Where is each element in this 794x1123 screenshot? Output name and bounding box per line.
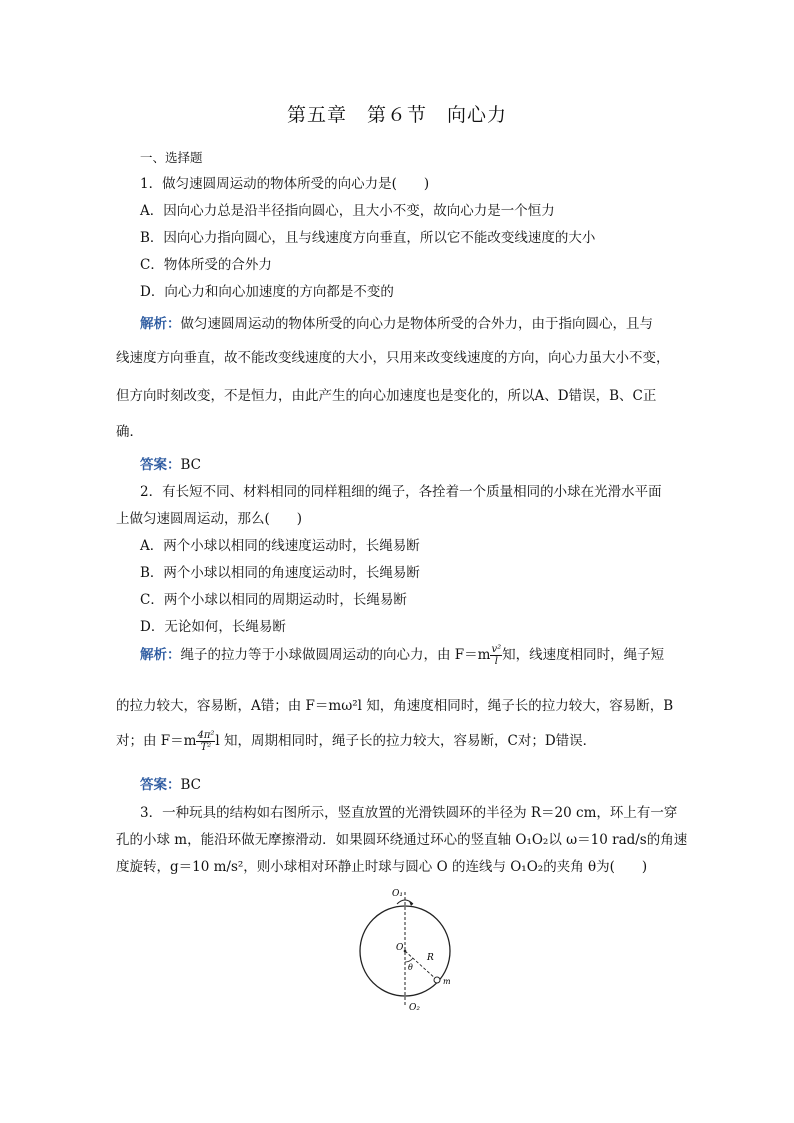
q1-analysis-line-4: 确． (116, 424, 143, 440)
angle-arc (405, 958, 413, 962)
ring-figure (352, 884, 462, 1014)
q2-option-d: D．无论如何，长绳易断 (140, 619, 286, 635)
label-r: R (427, 953, 434, 963)
label-theta: θ (408, 963, 413, 972)
q1-analysis-text-1: 做匀速圆周运动的物体所受的向心力是物体所受的合外力，由于指向圆心，且与 (180, 316, 653, 332)
q2-analysis-post: 知，线速度相同时，绳子短 (502, 647, 665, 663)
q2-stem-line-1: 2．有长短不同、材料相同的同样粗细的绳子，各拴着一个质量相同的小球在光滑水平面 (140, 484, 662, 500)
q2-fraction-4pi2-over-t2 (196, 730, 215, 753)
label-o2: O₂ (409, 1003, 420, 1013)
q1-analysis-label: 解析： (140, 316, 181, 332)
label-o: O (396, 943, 404, 953)
q1-answer-label: 答案： (140, 457, 181, 473)
q2-stem-line-2: 上做匀速圆周运动，那么( ) (116, 511, 303, 527)
section-heading: 一、选择题 (140, 150, 203, 165)
q2-option-b: B．两个小球以相同的角速度运动时，长绳易断 (140, 565, 420, 581)
q2-analysis-line-1 (140, 643, 664, 667)
q2-analysis3-post: l 知，周期相同时，绳子长的拉力较大，容易断，C对；D错误． (215, 733, 597, 749)
q1-option-c: C．物体所受的合外力 (140, 257, 272, 273)
q3-stem-line-1: 3．一种玩具的结构如右图所示，竖直放置的光滑铁圆环的半径为 R＝20 cm，环上有一穿 (140, 805, 678, 821)
q1-answer-value: BC (180, 457, 202, 473)
q1-analysis-line-2: 线速度方向垂直，故不能改变线速度的大小，只用来改变线速度的方向，向心力虽大小不变， (116, 350, 670, 366)
q2-fraction-den: l (494, 656, 498, 667)
page-title: 第五章 第６节 向心力 (286, 104, 507, 126)
label-m: m (443, 977, 451, 986)
q2-answer-value: BC (180, 777, 202, 793)
q2-option-c: C．两个小球以相同的周期运动时，长绳易断 (140, 592, 407, 608)
q2-fraction-v2-over-l (490, 644, 502, 667)
q1-option-d: D．向心力和向心加速度的方向都是不变的 (140, 284, 394, 300)
q2-option-a: A．两个小球以相同的线速度运动时，长绳易断 (140, 538, 420, 554)
center-point (404, 950, 407, 953)
q2-answer-label: 答案： (140, 777, 181, 793)
q2-analysis-line-2: 的拉力较大，容易断，A错；由 F＝mω²l 知，角速度相同时，绳子长的拉力较大，容易断，B (116, 698, 674, 714)
q2-analysis-line-3 (116, 729, 596, 753)
q3-stem-line-2: 孔的小球 m，能沿环做无摩擦滑动．如果圆环绕通过环心的竖直轴 O₁O₂以 ω＝10 rad/s的角速 (116, 832, 688, 848)
q1-option-a: A．因向心力总是沿半径指向圆心，且大小不变，故向心力是一个恒力 (140, 203, 555, 219)
q3-stem-line-3: 度旋转，g＝10 m/s²，则小球相对环静止时球与圆心 O 的连线与 O₁O₂的夹角 θ为( ) (116, 859, 648, 875)
q2-analysis3-pre: 对；由 F＝m (116, 733, 197, 749)
q1-option-b: B．因向心力指向圆心，且与线速度方向垂直，所以它不能改变线速度的大小 (140, 230, 596, 246)
q1-analysis-line-3: 但方向时刻改变，不是恒力，由此产生的向心加速度也是变化的，所以A、D错误，B、C正 (116, 388, 657, 404)
q2-fraction-num: v² (491, 644, 502, 655)
label-o1: O₁ (392, 889, 403, 899)
ball-icon (434, 977, 440, 983)
q2-fraction2-num: 4π² (197, 730, 215, 741)
q1-answer (140, 453, 201, 473)
q1-stem: 1．做匀速圆周运动的物体所受的向心力是( ) (140, 176, 430, 192)
q2-analysis-pre: 绳子的拉力等于小球做圆周运动的向心力，由 F＝m (180, 647, 491, 663)
q1-analysis-line-1 (140, 312, 653, 332)
q2-answer (140, 773, 201, 793)
q2-analysis-label: 解析： (140, 647, 181, 663)
q2-fraction2-den: T² (200, 742, 212, 753)
